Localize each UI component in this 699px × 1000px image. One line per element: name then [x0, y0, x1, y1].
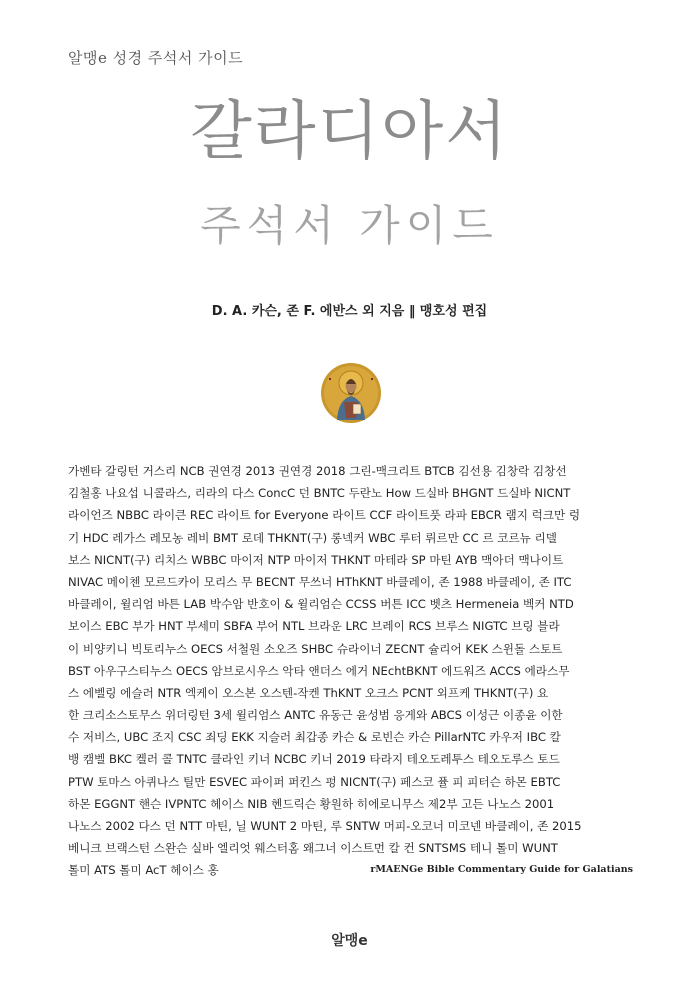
commentary-line: 수 저비스, UBC 조지 CSC 죄딩 EKK 지슬러 최갑종 카슨 & 로빈슨 카슨 PillarNTC 카우저 IBC 칼: [68, 730, 561, 745]
commentary-line: 이 비양키니 빅토리누스 OECS 서철원 소오즈 SHBC 슈라이너 ZECNT 슐리어 KEK 스윈돌 스토트: [68, 641, 563, 656]
saint-paul-icon: [320, 362, 382, 424]
author-line: D. A. 카슨, 존 F. 에반스 외 지음 ‖ 맹호성 편집: [211, 304, 488, 319]
commentary-line: 스 에벨링 에슬러 NTR 엑케이 오스본 오스텐-작켄 ThKNT 오크스 PCNT 외프케 THKNT(구) 요: [68, 685, 549, 700]
commentary-line: BST 아우구스티누스 OECS 암브로시우스 악타 앤더스 에거 NEchtBKNT 에드워즈 ACCS 에라스무: [68, 663, 570, 678]
commentary-line: 한 크리소스토무스 위더링턴 3세 윌리엄스 ANTC 유동근 윤성범 응게와 ABCS 이성근 이종윤 이한: [68, 708, 563, 723]
publisher-logo: 알맹e: [331, 933, 368, 949]
commentary-list: [68, 460, 633, 882]
commentary-line: 보이스 EBC 부가 HNT 부세미 SBFA 부어 NTL 브라운 LRC 브레이 RCS 브루스 NIGTC 브링 블라: [68, 619, 560, 634]
commentary-line: 기 HDC 레가스 레모농 레비 BMT 로데 THKNT(구) 롱넥커 WBC 루터 뤼르만 CC 르 코르뉴 리델: [68, 530, 557, 545]
commentary-last-line: [68, 859, 633, 881]
english-title: rMAENGe Bible Commentary Guide for Galatians: [370, 864, 633, 876]
book-title: 갈라디아서: [189, 95, 510, 169]
commentary-line: NIVAC 메이첸 모르드카이 모리스 무 BECNT 무쓰너 HThKNT 바클레이, 존 1988 바클레이, 존 ITC: [68, 574, 572, 589]
commentary-line: 하몬 EGGNT 핸슨 IVPNTC 헤이스 NIB 헨드릭슨 황원하 히에로니무스 제2부 고든 나노스 2001: [68, 796, 555, 811]
commentary-line: 뱅 캠벨 BKC 켈러 콜 TNTC 클라인 키너 NCBC 키너 2019 타라지 테오도레투스 테오도루스 토드: [68, 752, 560, 767]
commentary-line: PTW 토마스 아퀴나스 틸만 ESVEC 파이퍼 퍼킨스 펑 NICNT(구) 페스코 퓰 피 피터슨 하몬 EBTC: [68, 774, 561, 789]
commentary-line: 나노스 2002 다스 던 NTT 마틴, 닐 WUNT 2 마틴, 루 SNTW 머피-오코너 미코넨 바클레이, 존 2015: [68, 819, 582, 833]
commentary-line: 보스 NICNT(구) 리치스 WBBC 마이저 NTP 마이저 THKNT 마테라 SP 마틴 AYB 맥아더 맥나이트: [68, 552, 564, 567]
commentary-line: 라이언즈 NBBC 라이큰 REC 라이트 for Everyone 라이트 CCF 라이트풋 라파 EBCR 램지 럭크만 렁: [68, 508, 581, 523]
commentary-line: 가벤타 갈링턴 거스리 NCB 권연경 2013 권연경 2018 그린-맥크리트 BTCB 김선용 김창락 김창선: [68, 464, 567, 478]
commentary-line: 김철홍 나요섭 니콜라스, 리라의 다스 ConcC 던 BNTC 두란노 How 드실바 BHGNT 드실바 NICNT: [68, 486, 571, 501]
series-label: 알맹e 성경 주석서 가이드: [68, 49, 244, 67]
commentary-line: 톨미 ATS 톨미 AcT 헤이스 홍: [68, 863, 219, 878]
commentary-line: 베니크 브랙스턴 스완슨 실바 엘리엇 웨스터홈 왜그너 이스트먼 칼 컨 SNTSMS 테니 톨미 WUNT: [68, 841, 558, 856]
book-subtitle: 주석서 가이드: [200, 201, 499, 250]
commentary-line: 바클레이, 윌리엄 바튼 LAB 박수암 반호이 & 윌리엄슨 CCSS 버튼 ICC 벳츠 Hermeneia 벡커 NTD: [68, 597, 574, 612]
